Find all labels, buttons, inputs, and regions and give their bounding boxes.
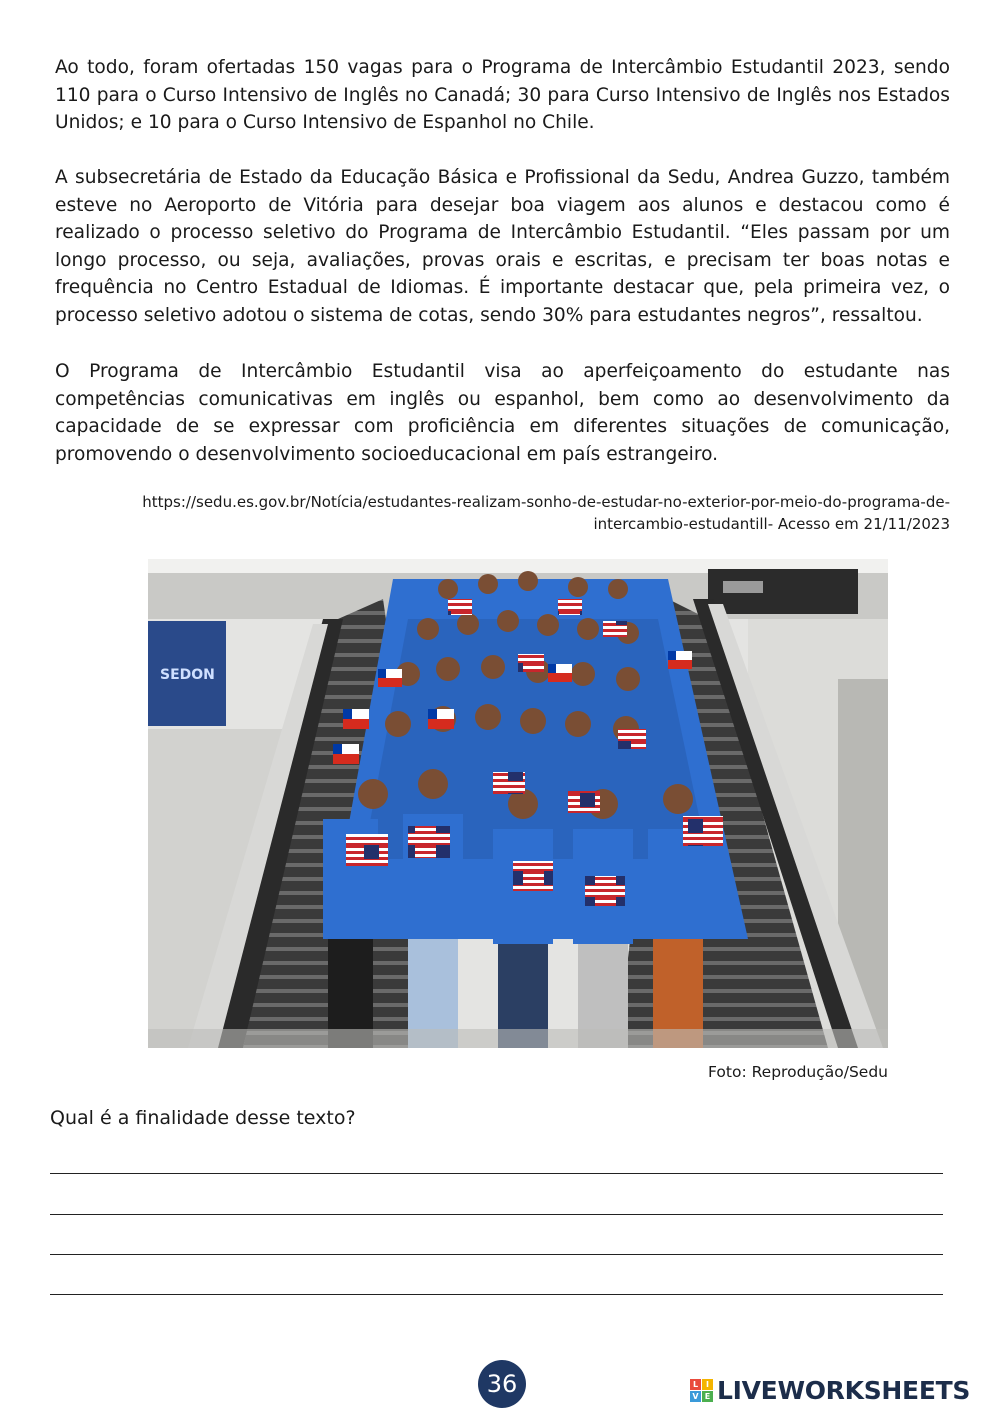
page-number: 36 xyxy=(478,1360,526,1408)
screen-text: SEDON xyxy=(160,667,215,683)
answer-line[interactable] xyxy=(50,1214,943,1215)
question-text: Qual é a finalidade desse texto? xyxy=(50,1107,356,1129)
source-url-line-1: https://sedu.es.gov.br/Notícia/estudantes-realizam-sonho-de-estudar-no-exterior-por-meio-do-programa-de- xyxy=(142,493,950,511)
source-url-line-2: intercambio-estudantill- Acesso em 21/11/2023 xyxy=(593,515,950,533)
liveworksheets-wordmark: LIVEWORKSHEETS xyxy=(717,1375,971,1405)
liveworksheets-logo xyxy=(690,1375,970,1405)
source-citation xyxy=(80,491,950,535)
paragraph-quotas: Ao todo, foram ofertadas 150 vagas para o Programa de Intercâmbio Estudantil 2023, sendo 110 para o Curso Intensivo de Inglês no Canadá; 30 para Curso Intensivo de Inglês nos Estados Unidos; e 10 para o Curso Intensivo de Espanhol no Chile. xyxy=(55,57,950,134)
liveworksheets-mark-icon: L I V E xyxy=(690,1379,713,1402)
paragraph-selection-process: A subsecretária de Estado da Educação Básica e Profissional da Sedu, Andrea Guzzo, também esteve no Aeroporto de Vitória para desejar boa viagem aos alunos e destacou como é realizado o processo seletivo do Programa de Intercâmbio Estudantil. “Eles passam por um longo processo, ou seja, avaliações, provas orais e escritas, e precisam ter boas notas e frequência no Centro Estadual de Idiomas. É importante destacar que, pela primeira vez, o processo seletivo adotou o sistema de cotas, sendo 30% para estudantes negros”, ressaltou. xyxy=(55,167,950,326)
answer-line[interactable] xyxy=(50,1294,943,1295)
answer-line[interactable] xyxy=(50,1254,943,1255)
paragraph-program-goal: O Programa de Intercâmbio Estudantil visa ao aperfeiçoamento do estudante nas competências comunicativas em inglês ou espanhol, bem como ao desenvolvimento da capacidade de se expressar com proficiência em diferentes situações de comunicação, promovendo o desenvolvimento socioeducacional em país estrangeiro. xyxy=(55,361,950,465)
students-escalator-photo xyxy=(148,559,888,1048)
answer-line[interactable] xyxy=(50,1173,943,1174)
photo-credit: Foto: Reprodução/Sedu xyxy=(708,1063,888,1081)
